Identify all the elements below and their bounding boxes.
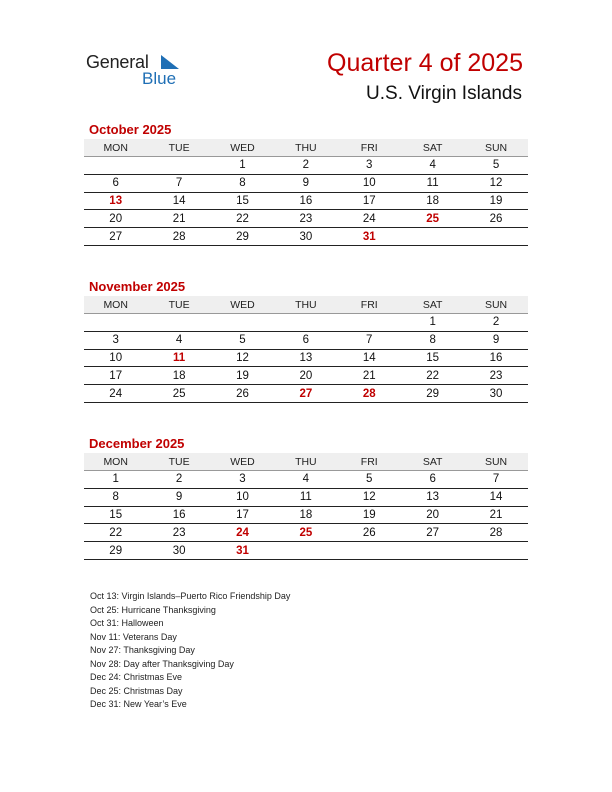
week-row [84,228,528,246]
holiday-day-cell: 27 [299,387,313,400]
day-cell: 2 [492,316,500,329]
day-cell: 6 [112,177,119,190]
day-cell: 19 [489,194,503,207]
day-cell: 22 [109,526,123,539]
day-cell: 9 [492,334,500,347]
day-cell: 30 [299,230,313,243]
day-cell: 22 [426,369,440,382]
holiday-day-cell: 31 [236,544,249,557]
day-cell: 27 [426,526,440,539]
holiday-day-cell: 24 [236,526,249,539]
logo-general-text: General [86,52,149,72]
day-cell: 19 [362,508,376,521]
day-cell: 23 [299,212,313,225]
day-cell: 18 [426,194,440,207]
holiday-note: Nov 11: Veterans Day [90,631,177,642]
day-cell: 22 [236,212,249,225]
day-cell: 27 [109,230,123,243]
day-cell: 10 [362,177,376,190]
weekday-label: SAT [422,298,443,311]
weekday-label: THU [295,141,317,154]
holiday-note: Oct 13: Virgin Islands–Puerto Rico Friendship Day [90,591,291,601]
weekday-label: TUE [168,141,190,154]
day-cell: 7 [175,177,183,190]
weekday-label: SAT [422,141,443,154]
day-cell: 18 [299,508,313,521]
weekday-header-row [84,296,528,314]
weekday-label: THU [295,298,317,311]
week-row [84,385,528,403]
weekday-label: SAT [422,455,443,468]
weekday-label: WED [230,298,255,311]
day-cell: 12 [236,351,249,364]
day-cell: 21 [172,212,186,225]
day-cell: 17 [109,369,123,382]
day-cell: 5 [239,334,246,347]
weekday-label: WED [230,141,255,154]
weekday-label: TUE [168,298,190,311]
week-row [84,542,528,560]
holiday-day-cell: 31 [362,230,376,243]
page-title: Quarter 4 of 2025 [327,49,523,77]
day-cell: 4 [175,334,183,347]
logo-blue-text: Blue [142,69,177,88]
week-row [84,350,528,368]
holiday-notes [90,590,290,712]
weekday-label: THU [295,455,317,468]
month-block [84,279,528,403]
day-cell: 26 [489,212,503,225]
month-name: November 2025 [89,279,186,294]
holiday-note: Dec 31: New Year’s Eve [90,699,187,709]
logo-triangle-icon [161,55,179,69]
day-cell: 17 [362,194,376,207]
day-cell: 29 [236,230,249,243]
day-cell: 4 [429,159,436,172]
weekday-label: SUN [484,455,508,468]
month-name: December 2025 [89,436,185,451]
weekday-header-row [84,453,528,471]
day-cell: 3 [366,159,373,172]
weekday-label: SUN [484,298,508,311]
day-cell: 21 [362,369,376,382]
day-cell: 28 [489,526,503,539]
day-cell: 30 [489,387,503,400]
day-cell: 5 [366,473,373,486]
weekday-label: FRI [360,141,378,154]
week-row [84,367,528,385]
day-cell: 9 [302,177,310,190]
day-cell: 23 [489,369,503,382]
day-cell: 25 [172,387,186,400]
weekday-header-row [84,139,528,157]
day-cell: 21 [489,508,503,521]
day-cell: 1 [429,316,436,329]
weekday-label: TUE [168,455,190,468]
day-cell: 19 [236,369,249,382]
day-cell: 15 [109,508,123,521]
month-block [84,122,528,246]
holiday-day-cell: 28 [362,387,376,400]
month-name: October 2025 [89,122,172,137]
day-cell: 24 [109,387,123,400]
logo [86,52,196,92]
holiday-day-cell: 11 [173,351,186,364]
weekday-label: MON [103,141,128,154]
day-cell: 16 [299,194,313,207]
weekday-label: MON [103,298,128,311]
holiday-day-cell: 13 [109,194,123,207]
day-cell: 3 [112,334,119,347]
day-cell: 10 [109,351,123,364]
day-cell: 6 [429,473,436,486]
holiday-note: Dec 25: Christmas Day [90,685,183,696]
weekday-label: MON [103,455,128,468]
day-cell: 20 [426,508,440,521]
holiday-note: Nov 28: Day after Thanksgiving Day [90,658,234,669]
holiday-note: Oct 31: Halloween [90,618,164,628]
day-cell: 5 [492,159,500,172]
day-cell: 29 [109,544,123,557]
holiday-note: Nov 27: Thanksgiving Day [90,645,195,655]
day-cell: 4 [302,473,310,486]
day-cell: 24 [362,212,376,225]
week-row [84,524,528,542]
weekday-label: SUN [484,141,508,154]
day-cell: 16 [489,351,503,364]
day-cell: 29 [426,387,440,400]
day-cell: 6 [302,334,310,347]
month-block [84,436,528,560]
holiday-day-cell: 25 [299,526,313,539]
page-subtitle: U.S. Virgin Islands [366,83,522,104]
day-cell: 11 [299,491,312,504]
day-cell: 14 [172,194,186,207]
day-cell: 7 [366,334,373,347]
holiday-note: Oct 25: Hurricane Thanksgiving [90,604,216,615]
week-row [84,175,528,193]
day-cell: 20 [299,369,313,382]
day-cell: 8 [112,491,119,504]
day-cell: 26 [236,387,249,400]
week-row [84,332,528,350]
week-row [84,157,528,175]
day-cell: 11 [426,177,439,190]
day-cell: 28 [172,230,186,243]
day-cell: 26 [362,526,376,539]
day-cell: 14 [362,351,376,364]
day-cell: 15 [236,194,249,207]
week-row [84,507,528,525]
day-cell: 20 [109,212,123,225]
week-row [84,471,528,489]
day-cell: 12 [362,491,376,504]
holiday-day-cell: 25 [426,212,440,225]
day-cell: 3 [239,473,246,486]
day-cell: 13 [299,351,313,364]
day-cell: 17 [236,508,249,521]
day-cell: 18 [172,369,186,382]
weekday-label: WED [230,455,255,468]
day-cell: 1 [239,159,246,172]
day-cell: 9 [175,491,183,504]
day-cell: 2 [302,159,310,172]
day-cell: 12 [489,177,503,190]
day-cell: 7 [492,473,500,486]
day-cell: 23 [172,526,186,539]
day-cell: 30 [172,544,186,557]
day-cell: 1 [112,473,119,486]
day-cell: 8 [429,334,436,347]
week-row [84,314,528,332]
holiday-note: Dec 24: Christmas Eve [90,672,183,682]
day-cell: 16 [172,508,186,521]
weekday-label: FRI [360,455,378,468]
week-row [84,489,528,507]
day-cell: 15 [426,351,440,364]
week-row [84,210,528,228]
weekday-label: FRI [360,298,378,311]
day-cell: 14 [489,491,503,504]
day-cell: 10 [236,491,249,504]
week-row [84,193,528,211]
day-cell: 8 [239,177,246,190]
day-cell: 2 [175,473,183,486]
day-cell: 13 [426,491,440,504]
